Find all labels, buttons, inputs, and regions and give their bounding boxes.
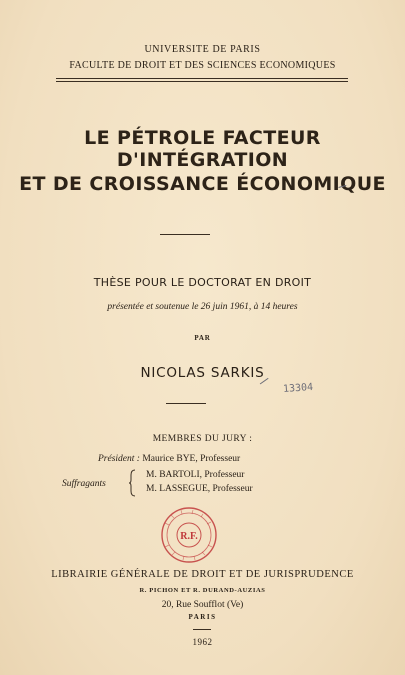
university-name: UNIVERSITE DE PARIS <box>144 44 261 55</box>
publisher-city: PARIS <box>188 613 217 621</box>
brace-icon <box>128 469 138 497</box>
suffragant-1: M. BARTOLI, Professeur <box>146 470 245 480</box>
header-rule-top <box>56 78 348 79</box>
year-divider <box>193 629 211 630</box>
by-label: PAR <box>194 334 211 342</box>
suffragant-2: M. LASSEGUE, Professeur <box>146 484 253 494</box>
handwritten-number: 13304 <box>282 381 314 396</box>
defense-date: présentée et soutenue le 26 juin 1961, à 14 heures <box>107 302 298 312</box>
publisher-name: LIBRAIRIE GÉNÉRALE DE DROIT ET DE JURISPRUDENCE <box>51 569 354 580</box>
thesis-title-line-2: ET DE CROISSANCE ÉCONOMIQUE <box>19 173 386 195</box>
jury-heading: MEMBRES DU JURY : <box>152 434 253 444</box>
header-rule-bottom <box>56 81 348 82</box>
publisher-owners: R. PICHON ET R. DURAND-AUZIAS <box>139 587 266 594</box>
president-role: Président : <box>98 454 140 464</box>
publication-year: 1962 <box>192 637 213 647</box>
author-name: NICOLAS SARKIS <box>140 365 265 381</box>
stamp-center-text: R.F. <box>180 531 198 542</box>
faculty-name: FACULTE DE DROIT ET DES SCIENCES ECONOMIQUES <box>69 60 336 71</box>
author-divider <box>166 403 206 404</box>
thesis-title-line-1: LE PÉTROLE FACTEUR D'INTÉGRATION <box>84 127 321 171</box>
publisher-address: 20, Rue Soufflot (Ve) <box>161 600 244 610</box>
thesis-label: THÈSE POUR LE DOCTORAT EN DROIT <box>93 276 312 289</box>
library-stamp-icon <box>155 505 223 565</box>
jury-president <box>98 454 240 464</box>
title-divider <box>160 234 210 235</box>
president-name: Maurice BYE, Professeur <box>142 454 241 464</box>
suffragants-label: Suffragants <box>62 479 106 489</box>
